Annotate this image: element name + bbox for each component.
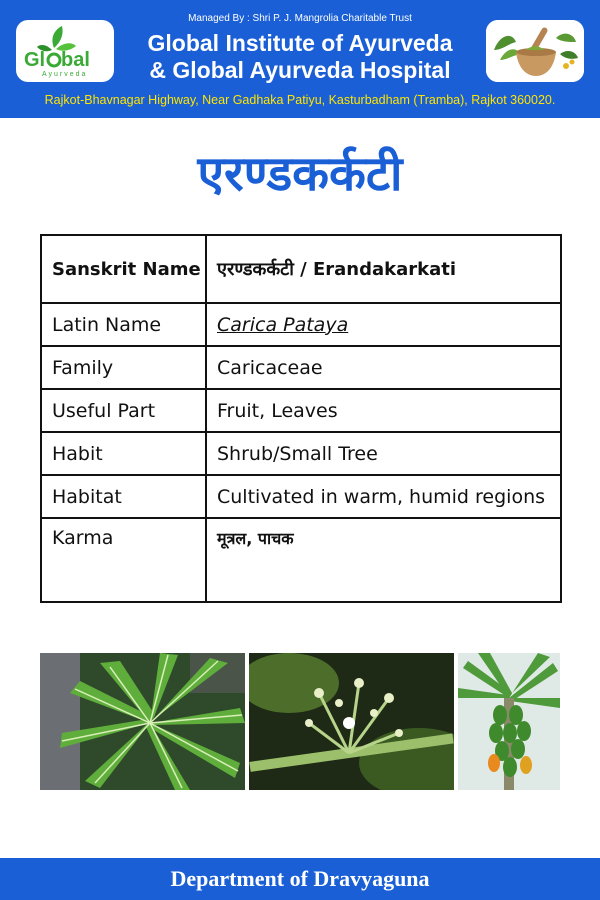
institute-address: Rajkot-Bhavnagar Highway, Near Gadhaka Patiyu, Kasturbadham (Tramba), Rajkot 360020. bbox=[44, 93, 556, 107]
row-label: Habitat bbox=[41, 475, 206, 518]
global-leaf-logo-icon bbox=[20, 22, 110, 80]
plant-title: एरण्डकर्कटी bbox=[197, 146, 403, 202]
hospital-title: & Global Ayurveda Hospital bbox=[149, 57, 451, 83]
row-label: Karma bbox=[41, 518, 206, 602]
papaya-flowers-photo-icon bbox=[249, 653, 454, 790]
managed-by-text: Managed By : Shri P. J. Mangrolia Charitable Trust bbox=[188, 13, 412, 24]
row-label: Habit bbox=[41, 432, 206, 475]
row-label: Sanskrit Name bbox=[41, 235, 206, 303]
logo-tagline: Ayurveda bbox=[42, 71, 88, 78]
mortar-pestle-herbs-icon bbox=[486, 20, 584, 82]
institute-title: Global Institute of Ayurveda bbox=[147, 30, 453, 56]
row-label: Useful Part bbox=[41, 389, 206, 432]
header-banner bbox=[0, 0, 600, 118]
logo-wordmark-start: Gl bbox=[24, 49, 46, 71]
table-row bbox=[41, 389, 561, 432]
papaya-flowers-photo bbox=[249, 653, 454, 790]
herbs-image bbox=[486, 20, 584, 82]
row-label: Family bbox=[41, 346, 206, 389]
table-row bbox=[41, 475, 561, 518]
table-row bbox=[41, 346, 561, 389]
logo-wordmark-end: bal bbox=[61, 49, 90, 71]
row-value: Caricaceae bbox=[206, 346, 561, 389]
row-value: Cultivated in warm, humid regions bbox=[206, 475, 561, 518]
row-value: एरण्डकर्कटी / Erandakarkati bbox=[206, 235, 561, 303]
plant-info-table bbox=[40, 234, 562, 603]
footer-banner bbox=[0, 858, 600, 900]
row-value: Shrub/Small Tree bbox=[206, 432, 561, 475]
papaya-tree-fruits-photo-icon bbox=[458, 653, 560, 790]
latin-name-link[interactable]: Carica Pataya bbox=[217, 313, 349, 336]
table-row bbox=[41, 303, 561, 346]
table-row bbox=[41, 518, 561, 602]
table-row bbox=[41, 432, 561, 475]
department-name: Department of Dravyaguna bbox=[170, 866, 430, 891]
table-row bbox=[41, 235, 561, 303]
row-label: Latin Name bbox=[41, 303, 206, 346]
papaya-leaves-photo bbox=[40, 653, 245, 790]
institute-logo bbox=[16, 20, 114, 82]
row-value: Fruit, Leaves bbox=[206, 389, 561, 432]
papaya-leaves-photo-icon bbox=[40, 653, 245, 790]
row-value: मूत्रल, पाचक bbox=[217, 529, 294, 548]
papaya-tree-fruits-photo bbox=[458, 653, 560, 790]
